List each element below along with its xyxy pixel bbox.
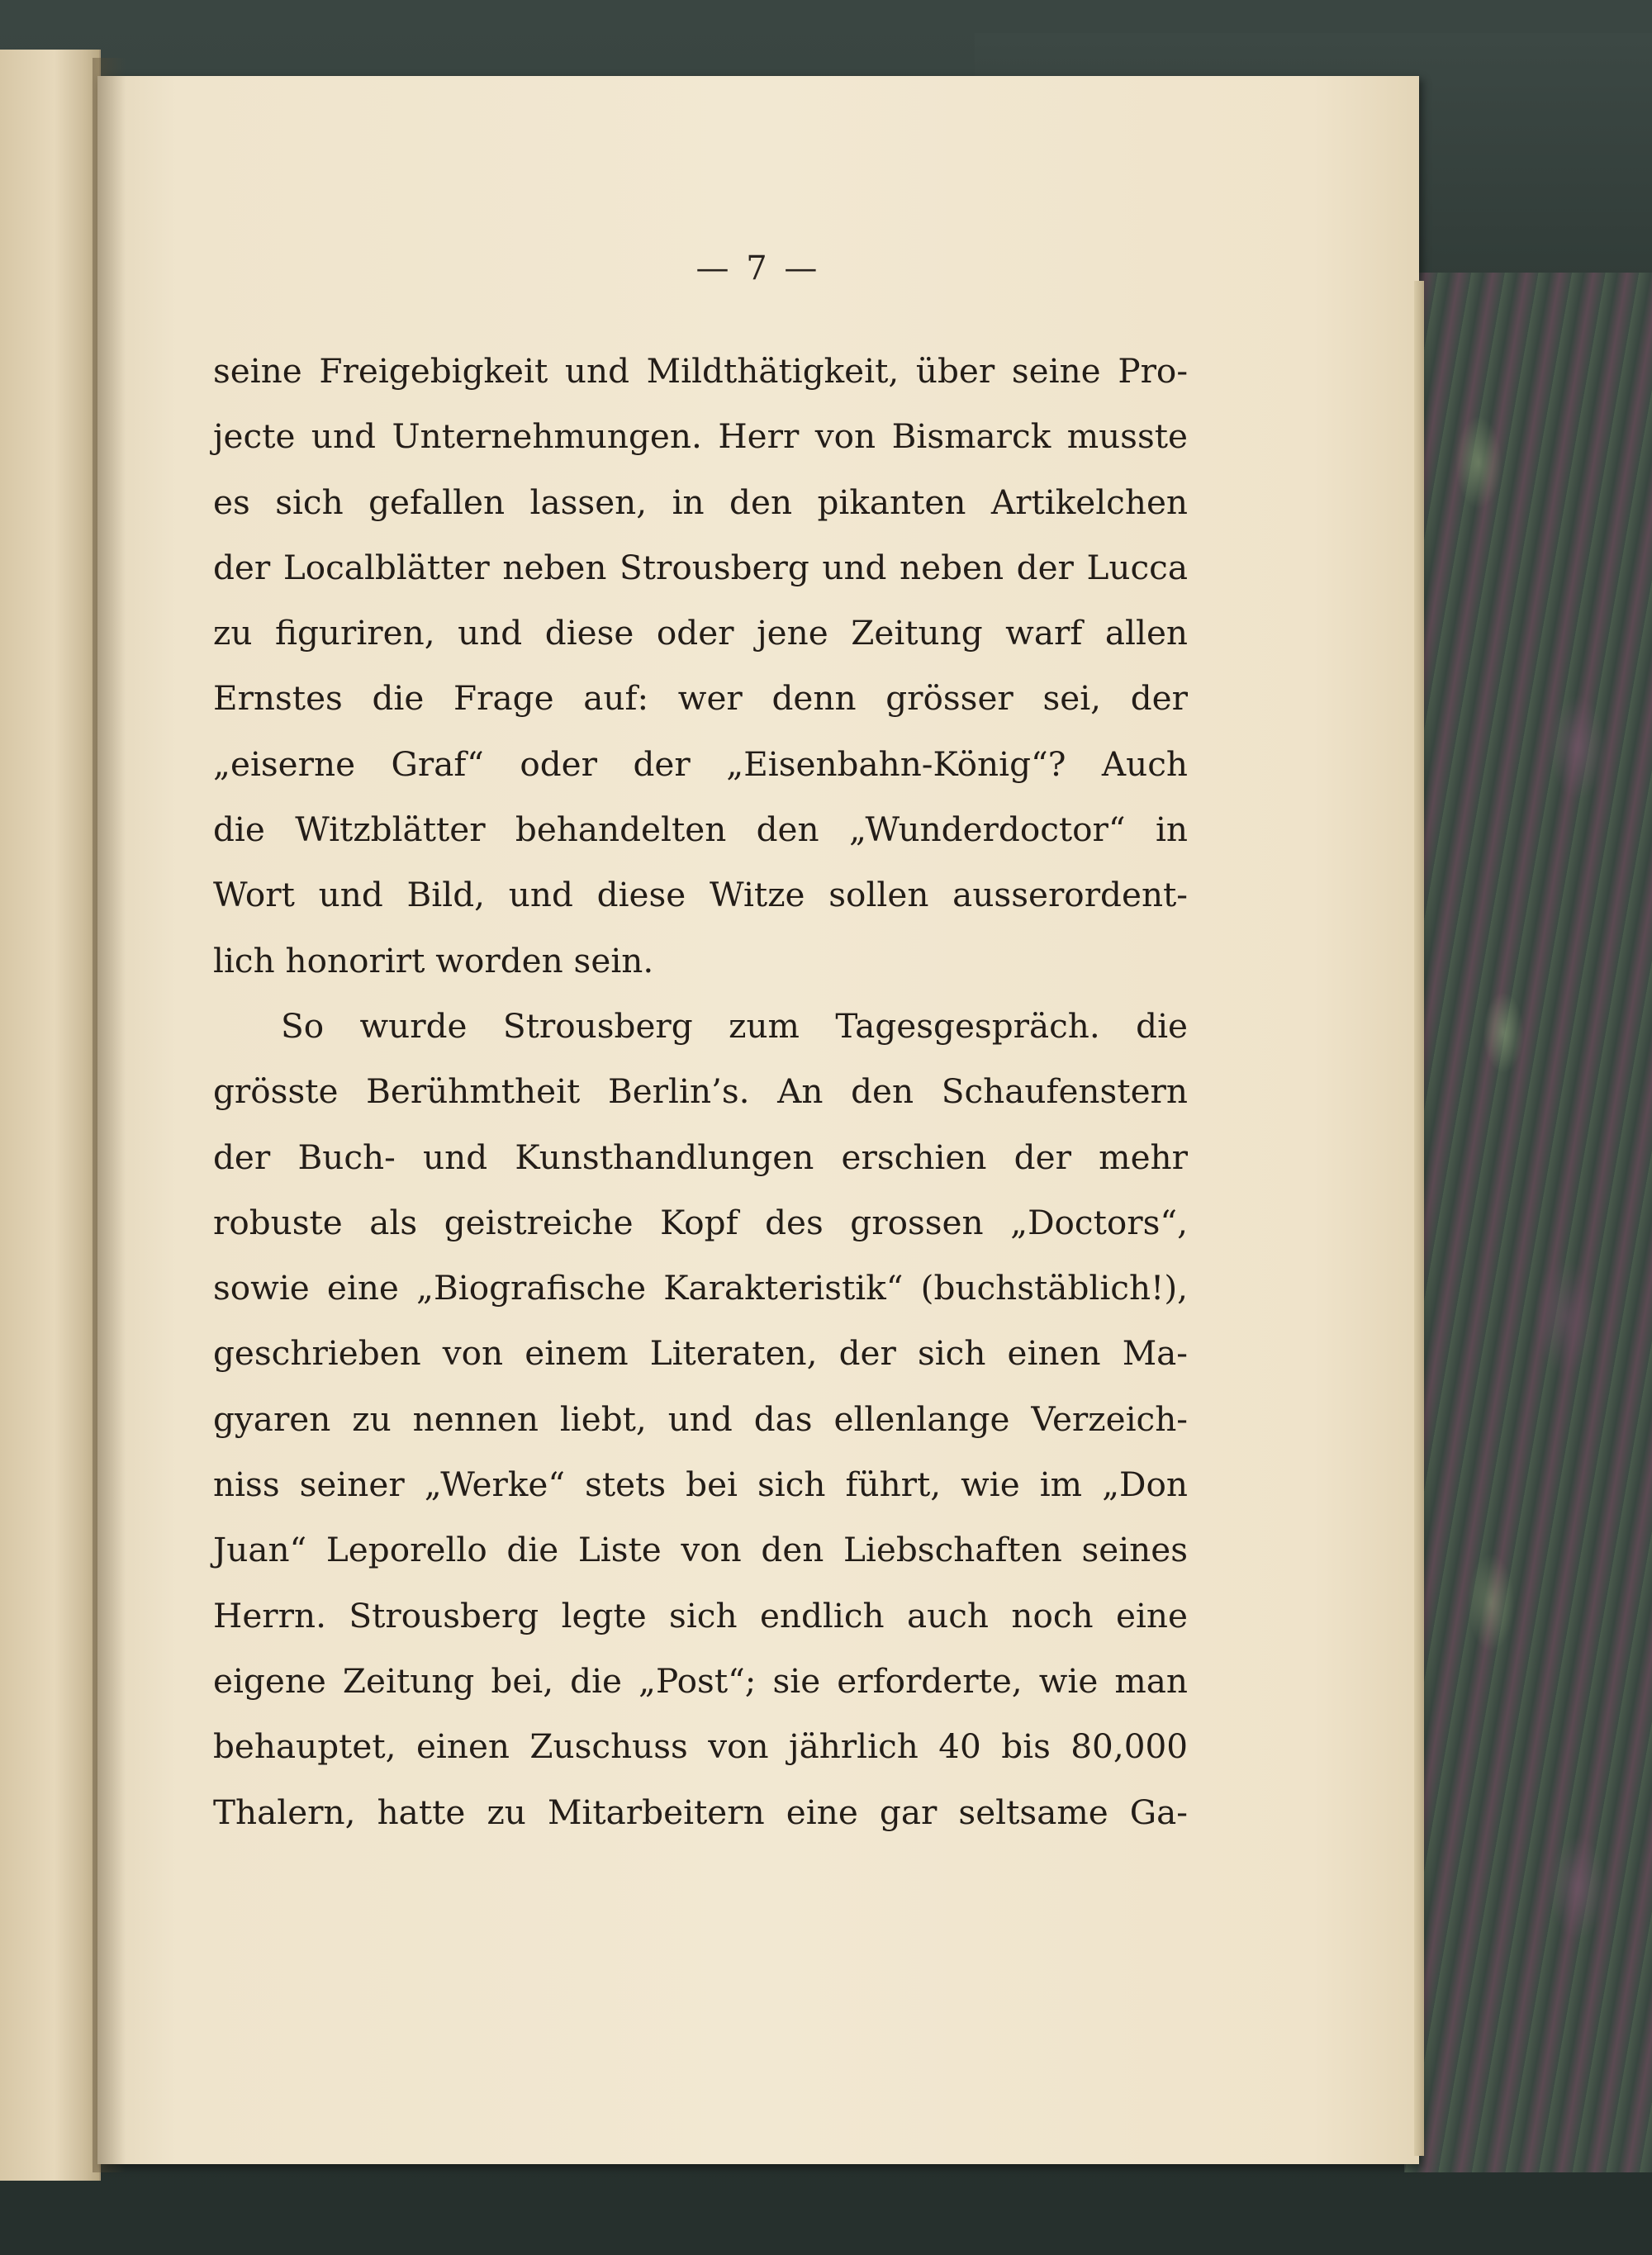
text-line: robuste als geistreiche Kopf des grossen „Doctors“, xyxy=(213,1202,1188,1242)
text-line: gyaren zu nennen liebt, und das ellenlange Verzeich- xyxy=(213,1398,1188,1439)
text-line: lich honorirt worden sein. xyxy=(213,940,654,980)
page-block-edge xyxy=(1414,281,1424,2156)
text-line: geschrieben von einem Literaten, der sich einen Ma- xyxy=(213,1333,1188,1374)
left-page-edge xyxy=(0,50,101,2181)
text-line: Ernstes die Frage auf: wer denn grösser sei, der xyxy=(213,678,1188,719)
text-line: eigene Zeitung bei, die „Post“; sie erforderte, wie man xyxy=(213,1660,1188,1701)
text-line: So wurde Strousberg zum Tagesgespräch. die xyxy=(281,1005,1188,1046)
marbled-board-edge xyxy=(1404,273,1652,2172)
text-line: der Buch- und Kunsthandlungen erschien der mehr xyxy=(213,1137,1188,1177)
text-line: jecte und Unternehmungen. Herr von Bismarck musste xyxy=(213,416,1188,457)
text-line: seine Freigebigkeit und Mildthätigkeit, über seine Pro- xyxy=(213,351,1188,391)
text-line: Juan“ Leporello die Liste von den Liebschaften seines xyxy=(213,1530,1188,1570)
text-line: sowie eine „Biografische Karakteristik“ (buchstäblich!), xyxy=(213,1268,1188,1308)
text-line: die Witzblätter behandelten den „Wunderdoctor“ in xyxy=(213,809,1188,850)
text-line: Herrn. Strousberg legte sich endlich auch noch eine xyxy=(213,1595,1188,1635)
text-line: Wort und Bild, und diese Witze sollen ausserordent- xyxy=(213,875,1188,915)
text-line: niss seiner „Werke“ stets bei sich führt, wie im „Don xyxy=(213,1465,1188,1505)
gutter-shadow xyxy=(93,58,126,2172)
text-line: „eiserne Graf“ oder der „Eisenbahn-König“? Auch xyxy=(213,743,1188,784)
body-text xyxy=(213,339,1188,1845)
text-line: zu figuriren, und diese oder jene Zeitung warf allen xyxy=(213,613,1188,653)
text-line: Thalern, hatte zu Mitarbeitern eine gar seltsame Ga- xyxy=(213,1792,1188,1832)
page-number: — 7 — xyxy=(695,249,821,287)
text-line: grösste Berühmtheit Berlin’s. An den Schaufenstern xyxy=(213,1071,1188,1112)
text-line: es sich gefallen lassen, in den pikanten Artikelchen xyxy=(213,482,1188,522)
text-line: behauptet, einen Zuschuss von jährlich 40 bis 80,000 xyxy=(213,1726,1188,1767)
text-line: der Localblätter neben Strousberg und neben der Lucca xyxy=(213,547,1188,587)
